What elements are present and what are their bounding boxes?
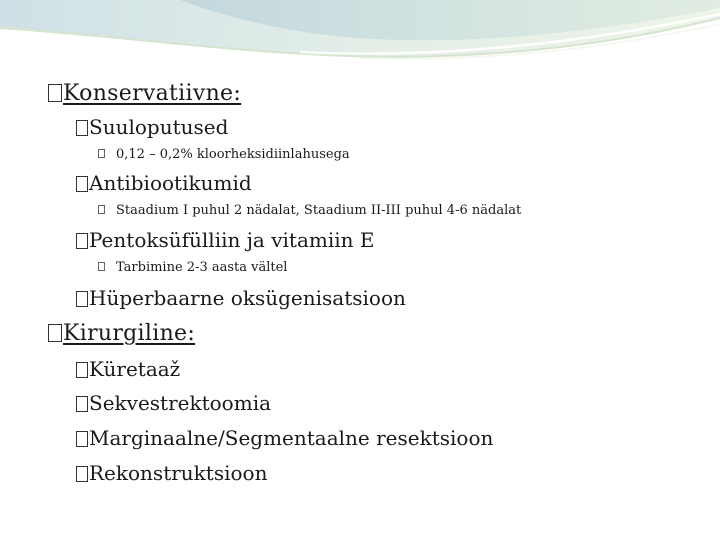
bullet-icon	[76, 396, 88, 412]
list-item-label: Pentoksüfülliin ja vitamiin E	[89, 228, 375, 252]
section-heading-text: Konservatiivne:	[63, 81, 242, 106]
section-heading-konservatiivne	[48, 82, 241, 105]
bullet-icon	[98, 262, 105, 271]
sub-item-label: 0,12 – 0,2% kloorheksidiinlahusega	[116, 147, 350, 162]
bullet-icon	[48, 324, 62, 342]
list-item-label: Küretaaž	[89, 357, 181, 381]
list-item-label: Antibiootikumid	[89, 171, 252, 195]
section-heading-kirurgiline	[48, 322, 195, 345]
sub-item-pentoksufulliin	[98, 261, 287, 274]
bullet-icon	[76, 291, 88, 307]
bullet-icon	[76, 120, 88, 136]
list-item-label: Sekvestrektoomia	[89, 391, 272, 415]
list-item-hyperbaarne	[76, 288, 406, 308]
list-item-sekvestrektoomia	[76, 393, 271, 413]
list-item-rekonstruktsioon	[76, 463, 267, 483]
sub-item-label: Tarbimine 2-3 aasta vältel	[116, 260, 288, 275]
bullet-icon	[76, 362, 88, 378]
bullet-icon	[76, 431, 88, 447]
bullet-icon	[76, 176, 88, 192]
list-item-resektsioon	[76, 428, 493, 448]
list-item-kuretaaz	[76, 359, 180, 379]
bullet-icon	[98, 149, 105, 158]
bullet-icon	[48, 84, 62, 102]
list-item-label: Suuloputused	[89, 115, 229, 139]
bullet-icon	[76, 233, 88, 249]
list-item-pentoksufulliin	[76, 230, 374, 250]
bullet-icon	[76, 466, 88, 482]
list-item-label: Hüperbaarne oksügenisatsioon	[89, 286, 406, 310]
list-item-label: Marginaalne/Segmentaalne resektsioon	[89, 426, 494, 450]
section-heading-text: Kirurgiline:	[63, 321, 196, 346]
list-item-label: Rekonstruktsioon	[89, 461, 268, 485]
list-item-suuloputused	[76, 117, 228, 137]
sub-item-antibiootikumid	[98, 204, 521, 217]
bullet-icon	[98, 205, 105, 214]
sub-item-label: Staadium I puhul 2 nädalat, Staadium II-III puhul 4-6 nädalat	[116, 203, 522, 218]
list-item-antibiootikumid	[76, 173, 252, 193]
sub-item-suuloputused	[98, 148, 350, 161]
